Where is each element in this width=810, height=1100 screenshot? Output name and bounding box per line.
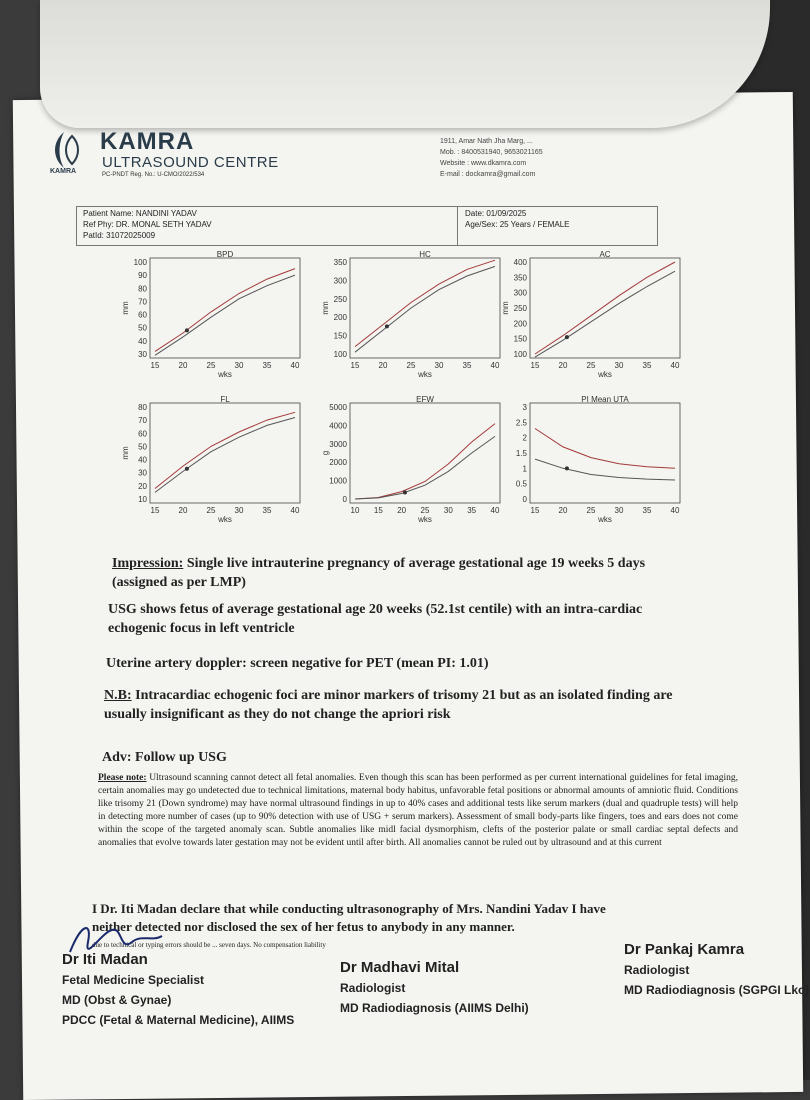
series-line [155, 418, 295, 493]
y-tick-label: 100 [513, 350, 527, 359]
y-axis-label: mm [501, 301, 510, 315]
patient-name: Patient Name: NANDINI YADAV [83, 209, 197, 218]
x-tick-label: 15 [530, 361, 540, 370]
signatory-name: Dr Madhavi Mital [340, 959, 460, 976]
x-tick-label: 20 [178, 361, 188, 370]
signatory-degree: MD Radiodiagnosis (SGPGI Lko) [624, 983, 810, 997]
nb-label: N.B: [104, 688, 132, 703]
x-tick-label: 15 [150, 506, 160, 515]
y-axis-label: mm [321, 301, 330, 315]
y-axis-label: g [321, 450, 330, 456]
chart-pi-mean-uta [515, 395, 690, 530]
chart-title: HC [419, 250, 431, 259]
signatory-title: Radiologist [624, 963, 690, 977]
x-tick-label: 25 [586, 361, 596, 370]
x-tick-label: 30 [614, 361, 624, 370]
plot-frame [350, 403, 500, 503]
x-tick-label: 15 [373, 506, 383, 515]
signatory-degree: MD Radiodiagnosis (AIIMS Delhi) [340, 1001, 529, 1015]
x-tick-label: 30 [614, 506, 624, 515]
chart-svg [515, 395, 690, 525]
x-axis-label: wks [218, 515, 232, 524]
y-tick-label: 2.5 [515, 418, 527, 428]
x-tick-label: 25 [206, 361, 216, 370]
y-tick-label: 40 [138, 336, 147, 346]
y-tick-label: 3000 [329, 439, 347, 449]
x-tick-label: 15 [530, 506, 540, 515]
chart-svg [321, 395, 510, 525]
x-axis-label: wks [218, 370, 232, 379]
y-tick-label: 350 [333, 258, 347, 267]
plot-frame [150, 403, 300, 503]
impression-label: Impression: [112, 556, 184, 571]
y-tick-label: 100 [133, 258, 147, 267]
impression [112, 554, 672, 592]
registration-number: PC-PNDT Reg. No.: U-CMO/2022/534 [102, 172, 205, 178]
y-tick-label: 80 [138, 284, 147, 294]
chart-title: FL [220, 395, 230, 404]
series-line [535, 262, 675, 354]
x-tick-label: 40 [290, 361, 300, 370]
plot-frame [350, 258, 500, 358]
signatory-title: Radiologist [340, 981, 406, 995]
x-tick-label: 40 [490, 506, 500, 515]
y-tick-label: 300 [333, 276, 347, 286]
patient-info-box [76, 206, 658, 246]
y-tick-label: 1.5 [515, 449, 527, 458]
x-tick-label: 20 [558, 361, 568, 370]
series-line [355, 424, 495, 499]
y-tick-label: 2 [522, 433, 527, 443]
advice: Adv: Follow up USG [102, 750, 227, 765]
y-tick-label: 4000 [329, 421, 347, 431]
y-tick-label: 100 [333, 350, 347, 359]
please-note [98, 772, 738, 850]
patient-marker [185, 328, 189, 332]
series-line [535, 429, 675, 469]
x-tick-label: 35 [642, 506, 652, 515]
patient-marker [403, 491, 407, 495]
contact-line: Mob. : 8400531940, 9653021165 [440, 149, 543, 156]
impression-text: Single live intrauterine pregnancy of average gestational age 19 weeks 5 days (assigned as per LMP) [112, 556, 646, 590]
x-tick-label: 35 [262, 506, 272, 515]
x-tick-label: 35 [467, 506, 477, 515]
y-tick-label: 400 [513, 258, 527, 267]
note-text: Ultrasound scanning cannot detect all fetal anomalies. Even though this scan has been performed as per current international guidelines for fetal imaging, certain anomalies may go undetected due to technical limitations, maternal body habitus, unfavorable fetal positions or abnormal amounts of amniotic fluid. Conditions like trisomy 21 (Down syndrome) may have normal ultrasound findings in up to 40% cases and additional tests like serum markers (dual and quadruple tests) will help in detecting more number of cases (up to 90% detection with use of USG + serum markers). Assessment of small body-parts like fingers, toes and ears does not come within the scope of the targeted anomaly scan. Subtle anomalies like midl facial dysmorphism, clefts of the posterior palate or small cardiac septal defects and anomalies that evolve towards later gestation may not be evident until after birth. All anomalies cannot be ruled out by ultrasound and at this current [98, 773, 738, 848]
y-tick-label: 50 [138, 323, 147, 333]
referring-physician: Ref Phy: DR. MONAL SETH YADAV [83, 220, 212, 229]
y-tick-label: 70 [138, 416, 147, 426]
y-tick-label: 200 [513, 319, 527, 329]
x-tick-label: 40 [290, 506, 300, 515]
chart-efw [321, 395, 510, 530]
x-tick-label: 30 [234, 506, 244, 515]
signature-kamra [624, 940, 809, 1000]
divider [457, 207, 458, 245]
chart-ac [501, 250, 690, 385]
x-axis-label: wks [598, 370, 612, 379]
patient-marker [565, 466, 569, 470]
y-tick-label: 30 [138, 468, 147, 478]
x-tick-label: 25 [586, 506, 596, 515]
letterhead [50, 128, 610, 188]
patient-marker [185, 467, 189, 471]
signatory-degree: MD (Obst & Gynae) [62, 993, 172, 1007]
signatory-degree: PDCC (Fetal & Maternal Medicine), AIIMS [62, 1013, 295, 1027]
x-tick-label: 20 [397, 506, 407, 515]
plot-frame [530, 403, 680, 503]
series-line [355, 266, 495, 352]
nb-text: Intracardiac echogenic foci are minor markers of trisomy 21 but as an isolated finding are usually insignificant as they do not change the apriori risk [104, 688, 673, 722]
series-line [155, 275, 295, 355]
contact-line: 1911, Amar Nath Jha Marg, ... [440, 138, 533, 145]
y-tick-label: 50 [138, 442, 147, 452]
x-tick-label: 30 [434, 361, 444, 370]
y-tick-label: 1 [522, 464, 527, 474]
x-tick-label: 20 [558, 506, 568, 515]
y-axis-label: mm [121, 301, 130, 315]
x-tick-label: 40 [670, 506, 680, 515]
chart-svg [121, 395, 310, 525]
x-tick-label: 40 [670, 361, 680, 370]
y-tick-label: 5000 [329, 403, 347, 412]
x-tick-label: 20 [378, 361, 388, 370]
contact-block [440, 136, 543, 180]
series-line [355, 436, 495, 499]
chart-title: PI Mean UTA [581, 395, 629, 404]
x-tick-label: 25 [206, 506, 216, 515]
x-tick-label: 35 [462, 361, 472, 370]
patient-marker [385, 324, 389, 328]
patient-id: PatId: 31072025009 [83, 231, 156, 240]
errata-line: due to technical or typing errors should be ... seven days. No compensation liability [92, 941, 326, 949]
x-axis-label: wks [598, 515, 612, 524]
x-tick-label: 20 [178, 506, 188, 515]
x-axis-label: wks [418, 515, 432, 524]
x-tick-label: 25 [406, 361, 416, 370]
x-tick-label: 15 [150, 361, 160, 370]
chart-hc [321, 250, 510, 385]
y-tick-label: 80 [138, 403, 147, 412]
y-tick-label: 0.5 [515, 479, 527, 489]
series-line [535, 271, 675, 357]
y-axis-label: mm [121, 446, 130, 460]
y-tick-label: 40 [138, 455, 147, 465]
y-tick-label: 150 [333, 331, 347, 341]
brand-small: KAMRA [50, 168, 77, 175]
x-tick-label: 10 [350, 506, 360, 515]
x-axis-label: wks [418, 370, 432, 379]
y-tick-label: 150 [513, 334, 527, 344]
contact-line: E-mail : dockamra@gmail.com [440, 171, 536, 178]
chart-svg [321, 250, 510, 380]
y-tick-label: 250 [513, 304, 527, 313]
usg-finding: USG shows fetus of average gestational age 20 weeks (52.1st centile) with an intra-cardiac echogenic focus in left ventricle [108, 602, 643, 636]
y-tick-label: 250 [333, 294, 347, 304]
x-tick-label: 25 [420, 506, 430, 515]
y-tick-label: 60 [138, 310, 147, 320]
chart-bpd [121, 250, 310, 385]
brand-name: KAMRA [100, 128, 195, 155]
declaration-line-2: neither detected nor disclosed the sex of her fetus to anybody in any manner. [92, 919, 515, 934]
report-date: Date: 01/09/2025 [465, 209, 527, 218]
signatory-name: Dr Iti Madan [62, 951, 148, 968]
chart-svg [501, 250, 690, 380]
y-tick-label: 300 [513, 288, 527, 298]
chart-fl [121, 395, 310, 530]
y-tick-label: 90 [138, 271, 147, 281]
kamra-logo-icon [50, 128, 90, 172]
x-tick-label: 40 [490, 361, 500, 370]
chart-title: BPD [216, 250, 234, 259]
y-tick-label: 30 [138, 350, 147, 359]
brand-subtitle: ULTRASOUND CENTRE [102, 154, 279, 171]
x-tick-label: 35 [642, 361, 652, 370]
contact-line: Website : www.dkamra.com [440, 160, 527, 167]
y-tick-label: 0 [522, 495, 527, 504]
page-curl [40, 0, 770, 128]
y-tick-label: 3 [522, 403, 527, 412]
y-tick-label: 200 [333, 313, 347, 323]
patient-marker [565, 335, 569, 339]
doppler-finding: Uterine artery doppler: screen negative for PET (mean PI: 1.01) [106, 656, 489, 671]
y-tick-label: 1000 [329, 476, 347, 486]
signatory-name: Dr Pankaj Kamra [624, 941, 745, 958]
signatory-title: Fetal Medicine Specialist [62, 973, 205, 987]
y-tick-label: 2000 [329, 458, 347, 468]
x-tick-label: 30 [234, 361, 244, 370]
x-tick-label: 15 [350, 361, 360, 370]
age-sex: Age/Sex: 25 Years / FEMALE [465, 220, 570, 229]
y-tick-label: 70 [138, 297, 147, 307]
x-tick-label: 30 [443, 506, 453, 515]
signature-mital [340, 958, 529, 1018]
chart-title: EFW [416, 395, 434, 404]
y-tick-label: 20 [138, 481, 147, 491]
y-tick-label: 60 [138, 429, 147, 439]
signature-madan [62, 950, 294, 1030]
y-tick-label: 0 [342, 495, 347, 504]
chart-title: AC [599, 250, 611, 259]
series-line [535, 459, 675, 480]
note-label: Please note: [98, 773, 147, 783]
series-line [155, 269, 295, 352]
x-tick-label: 35 [262, 361, 272, 370]
nb-note [104, 686, 704, 724]
chart-svg [121, 250, 310, 380]
y-tick-label: 10 [138, 495, 147, 504]
declaration-line-1: I Dr. Iti Madan declare that while conducting ultrasonography of Mrs. Nandini Yadav I have [92, 901, 606, 916]
y-tick-label: 350 [513, 273, 527, 283]
